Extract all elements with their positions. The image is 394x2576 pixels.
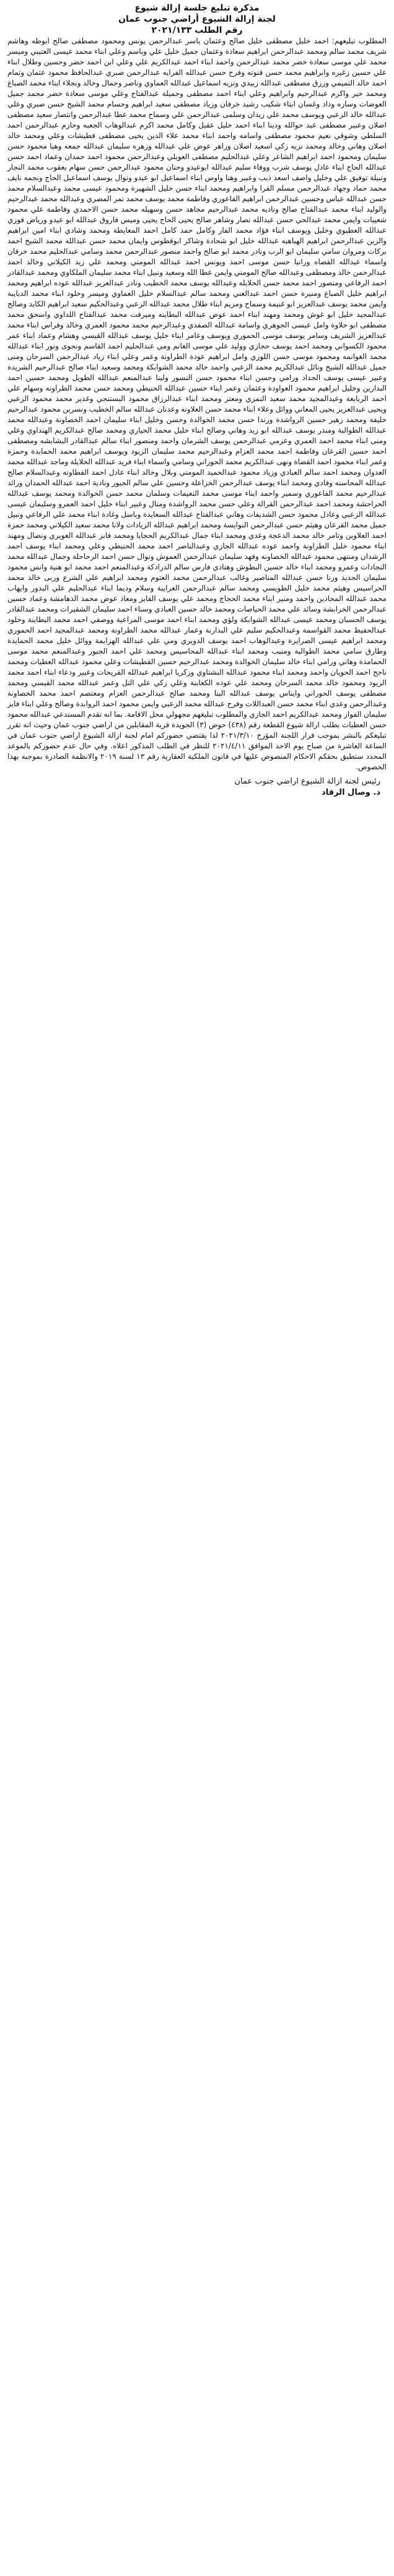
notice-title: مذكرة تبليغ جلسة إزالة شيوع bbox=[134, 3, 260, 13]
signature-block bbox=[7, 776, 387, 798]
request-number: رقم الطلب ٢٠٢١/١٣٣ bbox=[151, 25, 243, 35]
notice-body: المطلوب تبليغهم: احمد خليل مصطفى خليل صالح وعثمان ياسر عبدالرحمن يونس ومحمود مصطفى صالح ابوطه وهاشم شريف محمد سالم ومحمد عبدالرحمن ابراهيم سعادة وعثمان جميل خليل علي وباسم وعلي ابناء محمد عيسى العتيبي وميسر محمد علي موسى سعادة خضر محمد عبدالرحمن واحمد ابناء احمد عبدالكريم علي وعلي ابن احمد خضر وحسين وطلال ابناء علي حسين زغيره وابراهيم محمد حسن قنوته وفرح حسن عبدالله الفرايه عبدالرحمن صبري عبدالحافظ محمود عثمان وتمام احمد خالد التميمي ورزق مصطفى عبدالله زبيدي ونزيه اسماعيل عبدالله العماوي وناصر وجمال وخالد ونجلاء ابناء محمد الصباغ ومحمد خير واكرم عبدالرحيم وابراهيم وعلي ابناء احمد مصطفى وجميلة عبدالفتاح وعلي موسى سعادة خضر محمد جميل العوضات وساره وداد وغسان ابناء شكيب رشيد خرفان وزياد مصطفى سعيد ابراهيم وحسام محمد الشيخ حسن صبري وعلي عبدالله خالد الزعبي ويوسف محمد علي زيدان وسلمى عبدالرحمن علي وسماح محمد عطا عبدالرحمن وانتصار سعيد مصطفى اصلان وعبير مصطفى عبد حوالله ودينا ابناء احمد خليل عقيل وكامل محمد اكرم عبدالوهاب الجعبه وحازم عبدالرحمن احمد السلطي وشوقي نعيم محمود مصطفى واسامه واحمد ابناء محمد علاء الدين يحيى مصطفى قطيشات وعلي ومحمد خالد اصلان وهاني وخالد ومحمد نزيه زكي اسعيد اصلان وزاهر عوض علي عبدالله وزهره سليمان عبدالله جمعه وهيا محمود حسن سليمان ومحمود احمد ابراهيم الشاعر وعلي عبدالحليم مصطفى العويلي وعبدالرحمن محمود احمد حمدان وعماد احمد حسن عبدالله الحاج ابناء عادل يوسف شرب ووفاء سليم عبدالله ابوعيدو وحنان محمود عبدالرحمن حسن سهام يعقوب محمد النجار ونبيلة توفيق علي وخليل واصف اسعد ذيب وعبير وهنا واوس ابناء اسماعيل ابو عيدو ونوال يوسف اسماعيل الحاج ونجمه نايف محمد حماد وجهاد عبدالرحمن مسلم الفرا وابراهيم ومحمد ابناء حسن خليل الشهيرة ومحمود عيسى محمد وعبدالسلام محمد حسن عبدالله عباس وحسين عبدالرحمن ابراهيم الفاعوري وفاطمة محمد يوسف محمد نمر المصري وعبدالله محمد عبدالرحيم والوليد ابناء محمد عبدالفتاح صالح وناديه محمد عبدالرحيم مجاهد حسن وسهيله محمد حسن الاحمدي وفاطمة علي محمود شعيبات وايمن محمد عبدالحي حسن عبدالله نصار وشاهر صالح يحيى الحاج يحيى وميس فاروق عبدالله ابو عيدو ورياض فوزي عبدالله العطيوي وخليل ويوسف ابناء فؤاد محمد الفار وكامل حمد كامل احمد المعايطة ومحمد وشادي ابناء امين ابراهيم والزين عبدالرحمن ابراهيم الهباهبه عبدالله خليل ابو شحادة وشاكر ابوقطوس وايمان محمد حسن عبدالله محمد الشيخ احمد بركات ومروان سامي سليمان ابو الرب ونادر محمد ابو صالح واحمد منصور عبدالرحمن محمد وسامي عبدالحليم محمد خرفان واسماء عبدالله القضاه ورانيا حسن موسى احمد ويونس احمد عبدالله المومني ومحمد علي زيد الكيلاني وخالد احمد عبدالرحمن خالد ومصطفى وعبدالله صالح المومني وايمن عطا الله وسعيد ونبيل ابناء محمد سليمان الملكاوي ومحمد عبدالقادر احمد الرفاعي ومنصور احمد محمد حسن الخلايله وعبدالله يوسف محمد الخطيب ونادر عبدالعزيز عبدالله عوده ابراهيم ومحمد ابراهيم خليل الصباغ ومنيرة حسن احمد عبدالغني ومحمد سالم عبدالسلام خليل العماوي وميسر وخلود ابناء محمد الدبايبة وايمن محمد يوسف عبدالعزيز ابو غنيمة وسماح ومريم ابناء طلال محمد عبدالله الزعبي وعبدالحكيم سعيد ابراهيم الكايد وصالح عبدالمجيد خليل ابو غوش ومحمد ومهند ابناء احمد عوض عبدالله البطاينه وميرفت محمد عبدالفتاح اللداوي واسحق محمد مصطفى ابو حلاوة وامل عيسى الجوهري واسامة عبدالله الصفدي وعبدالرحيم محمد محمود العمري وخالد وفراس ابناء محمد عبدالعزيز الشريف وسامر يوسف موسى الحموري ويوسف وعامر ابناء خليل يوسف عبدالله القيسي وهشام وعماد ابناء عمر محمود الكسواني ومحمد احمد يوسف حجازي ووليد علي موسى الغانم ومي عبدالحليم احمد القاسم ونجوى ونور ابناء عبدالله محمد الغوانمه ومحمود موسى حسن اللوزي وامل ابراهيم عودة الطراونة وعمر وعلي ابناء زياد عبدالرحمن السرحان ومنى جميل عبدالله الشيخ ونائل عبدالكريم محمد الزعبي واحمد خالد محمد الشوابكة ومحمد وسعيد ابناء صالح عبدالرحيم الشريدة وعبير عيسى يوسف الحداد ورامي وحسن ابناء محمود حسن النسور ولينا عبدالمنعم عبدالله الطويل ومحمد حسين احمد البدارين وخليل ابراهيم محمود العواودة وعثمان وعمر ابناء حسين عبدالله الحنيطي ومحمد حسن محمد الطراونه وسهام علي احمد الربابعة وعبدالمجيد محمد سعيد النمري ومعتز ومحمد ابناء عبدالرزاق محمود البستنجي وغدير محمد محمود الزعبي ويحيى عبدالعزيز يحيى المعاني ووائل وعلاء ابناء محمد حسن العلاونه وعدنان عبدالله سالم الخطيب ونسرين محمود عبدالرحيم خليفة ومحمد زهير حسين الرواشدة ورندا حسن محمد الخوالدة وحسن وخليل ابناء سليمان احمد الخصاونة وعبدالله محمد عبدالله الطوالبة ومنذر يوسف عبدالله ابو زيد وهاني وصالح ابناء خليل محمد الحياري ومحمد صالح عبدالكريم الهنداوي وعلي ومنى ابناء محمد احمد العمري وعزمي عبدالرحمن يوسف الشرمان واحمد ومنصور ابناء سالم عبدالقادر البشابشه ومصطفى احمد حسين القرعان وفاطمة احمد محمد العزام وعبدالرحيم محمد سليمان الزيود ويوسف ابراهيم محمد الحمايدة وحمزة وعمر ابناء محمود احمد القضاة ونهى عبدالكريم محمد الحوراني وسامي واسماء ابناء فريد عبدالله الخلايلة وماجد عبدالله محمد العدوان ومحمد احمد سالم العبادي وزياد محمود عبدالحميد المومني وبلال وخالد ابناء عادل احمد القطاونه وعبدالسلام صالح عبدالله المحاسنه وفادي ومحمد ابناء يوسف عبدالرحمن الخزاعلة وحسين علي سالم الجبور ونادية احمد عبدالله الحمدان ورائد عبدالرحيم محمد الفاعوري وسمير واحمد ابناء موسى محمد النعيمات وسلمان محمد حسن الخوالدة ومحمد يوسف عبدالله الحراحشة ومحمد احمد عبدالرحمن القرالة وعلي حسن محمد الرواشدة ومنال وعبير ابناء خليل احمد العمرو وسليمان عيسى عبدالله الزعبي وعادل محمود حسن الشديفات وهاني عبدالفتاح عبدالله السعايدة وباسل وغادة ابناء محمد علي الرفاعي ونبيل جميل محمد القرعان وهيثم حسن عبدالرحمن النوايسة ومحمد ابراهيم عبدالله الزيادات ولانا محمد سعيد الكيلاني ومحمد حمزة احمد العلاوين وتامر خالد محمد الدعجة وعدي ومحمد ابناء جمال عبدالكريم الحجايا ومحمد فايز عبدالله الغويري ونضال ومهند ابناء محمود خليل الطراونة واحمد عوده عبدالله الجازي وعبدالناصر احمد محمد الحنيطي وعلي ومحمد ابناء يوسف احمد الرشدان ومنتهى محمود عبدالله الخصاونه وفهد سليمان عبدالرحمن العموش ونوال حسن احمد الرحاحلة وجمال عبدالله محمد النجادات وعمرو ومحمد ابناء خالد حسين البطوش وهنادي فارس سالم الدرادكة وعبدالمنعم احمد محمد ابو هنية وانس محمود سليمان الحديد ورنا حسن عبدالله المناصير وغالب عبدالرحمن محمد العتوم ومحمد ابراهيم علي الشرع وربى خالد محمد الحراسيس وهيثم محمد خليل الطويسي ومحمد سالم عبدالرحمن الغرايبة وسلام وديما ابناء عبدالحليم علي البدور وايهاب محمد عبدالله المحادين واحمد ومنير ابناء محمد الحجاج ومحمد علي يوسف الفايز ومعاذ عوض محمد الدهامشة وعماد حسين عبدالرحمن الخرابشة وسائد علي محمد الحياصات ومحمد خالد حسين العبادي وسناء احمد سليمان الشقيرات ومحمد عبدالقادر يوسف الحسبان ومحمد عيسى عبدالله الشوابكة ولؤي ومحمد ابناء احمد موسى المراعية ووصفي احمد محمد البطاينة وخلود عبدالحفيظ محمد القواسمة وعبدالحكيم سليم علي البدارنة وعمار عبدالله محمد الطراونة ومحمد عبدالمجيد احمد الحموري ومحمد ابراهيم عيسى الصرايرة وعبدالوهاب احمد يوسف الدويري ومي علي عبدالله الهزايمة ووائل خليل محمد الحمايدة وطارق سامي محمد الطوالبة ومنيب ومحمد ابناء عبدالله المحاسيس ومحمد علي احمد الجبور وعبدالمنعم محمد موسى الحمامدة وهاني ورامي ابناء خالد سليمان الخوالدة ومحمد عبدالرحيم حسين القطيشات وعلي محمود عبدالله العطيات ومحمد ناجح احمد الحويان واحمد ومحمد ابناء محمود عبدالله البشتاوي وزكريا ابراهيم عبدالله الفريحات وعبير ودعاء ابناء احمد محمد الزيود ومحمود خالد محمد السرحان ومحمد علي عوده الكعابنة وعلي زكي علي التل وعمر عبدالله محمد القيسي ومحمد مصطفى يوسف الحوراني وايناس يوسف عبدالله البنا ومحمد صالح عبدالرحمن العزام ومعتصم احمد محمد الخصاونة وعبدالرحمن وعدي ابناء محمد حسن العبداللات وفرح عبدالله محمد الزعبي وايمن محمود احمد الروابدة وصالح وعلي ابناء فايز سليمان الفواز ومحمد عبدالكريم احمد الجازي والمطلوب تبليغهم مجهولي محل الاقامة. بما انه تقدم المستدعي عبدالله محمود حسن العطيات بطلب ازالة شيوع القطعة رقم (٤٣٨) حوض (٣) الجويدة قرية المقابلين من اراضي جنوب عمان وحيث انه تقرر تبليغكم بالنشر بموجب قرار اللجنة المؤرخ ٢٠٢١/٣/١٠ لذا يقتضي حضوركم امام لجنة ازالة الشيوع اراضي جنوب عمان في الساعة العاشرة من صباح يوم الاحد الموافق ٢٠٢١/٤/١١ للنظر في الطلب المذكور اعلاه. وفي حال عدم حضوركم بالموعد المحدد ستطبق بحقكم الاحكام المنصوص عليها في قانون الملكية العقارية رقم ١٣ لسنة ٢٠١٩ والانظمة الصادرة بموجبه بهذا الخصوص. bbox=[7, 37, 387, 771]
committee-name: لجنة إزالة الشيوع أراضي جنوب عمان bbox=[118, 14, 276, 24]
signature-name: د. وصال الرقاد bbox=[322, 788, 380, 797]
signature-role: رئيس لجنة ازالة الشيوع اراضي جنوب عمان bbox=[234, 777, 380, 786]
